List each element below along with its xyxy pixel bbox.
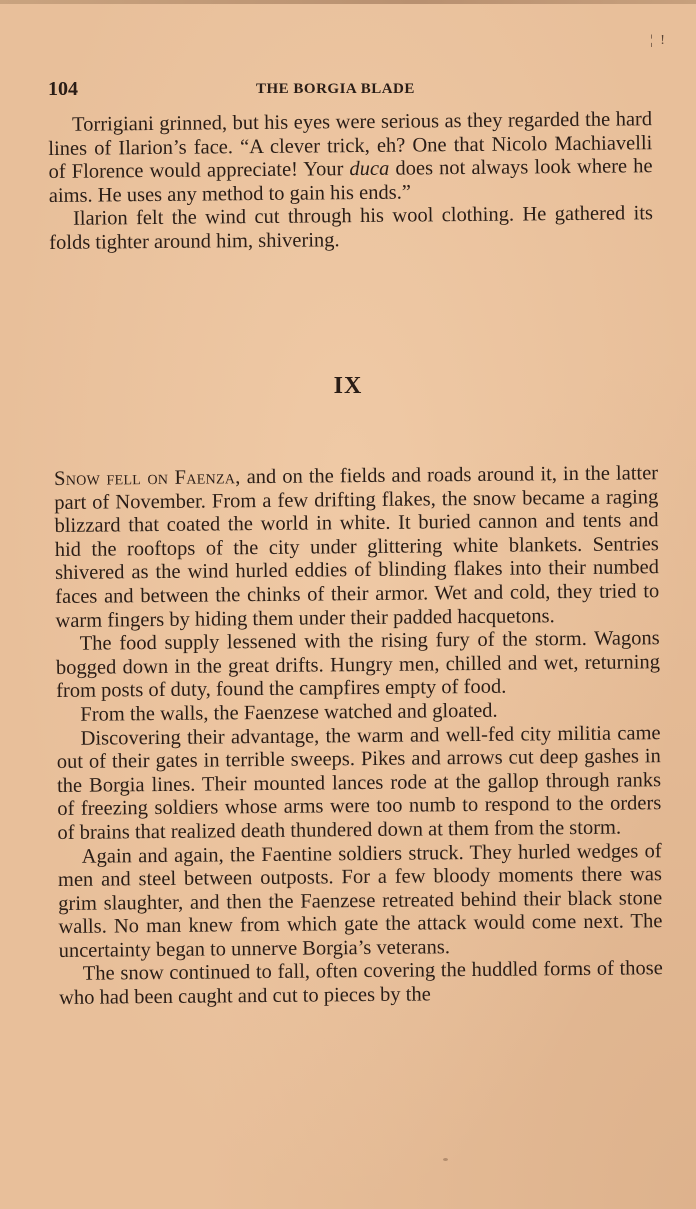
paragraph-again-and-again: Again and again, the Faentine soldiers struck. They hurled wedges of men and steel between outposts. For a few bloody moments there was grim slaughter, and then the Faenzese retreated behind their black stone walls. No man knew from which gate the attack would come next. The uncertainty began to unnerve Borgia’s veterans. [57,839,663,962]
paragraph-from-the-walls: From the walls, the Faenzese watched and gloated. [80,699,498,726]
paragraph-snow-fell [54,462,660,633]
page-number: 104 [48,78,78,100]
paragraph-snow-continued: The snow continued to fall, often covering the huddled forms of those who had been caught and cut to pieces by the [58,957,663,1010]
paper-smudge [443,1158,448,1161]
corner-mark: ¦ ! [650,33,667,48]
running-head [48,78,648,102]
running-title: THE BORGIA BLADE [256,81,415,97]
chapter-text-block [54,462,663,1010]
paragraph-torrigiani [48,108,653,208]
chapter-lead-in: Snow fell on Faenza, [54,466,241,490]
paragraph-snow-fell-text: and on the fields and roads around it, in the latter part of November. From a few drifting flakes, the snow became a raging blizzard that coated the world in white. It buried cannon and tents and hid the rooftops of the city under glittering white blankets. Sentries shivered as the wind hurled eddies of blinding flakes into their numbed faces and between the chinks of their armor. Wet and cold, they tried to warm fingers by hiding them under their padded hacquetons. [54,462,660,632]
italic-word-duca: duca [349,157,390,181]
paragraph-ilarion: Ilarion felt the wind cut through his wool clothing. He gathered its folds tighter around him, shivering. [49,202,654,254]
paragraph-food-supply: The food supply lessened with the rising fury of the storm. Wagons bogged down in the great drifts. Hungry men, chilled and wet, returning from posts of duty, found the campfires empty of food. [55,627,660,703]
paragraph-discovering: Discovering their advantage, the warm and well-fed city militia came out of their gates in terrible sweeps. Pikes and arrows cut deep gashes in the Borgia lines. Their mounted lances rode at the gallop through ranks of freezing soldiers whose arms were too numb to respond to the orders of brains that realized death thundered down at them from the storm. [56,721,662,844]
paragraph-torrigiani-text: Torrigiani grinned, but his eyes were serious as they regarded the hard lines of Ilarion’s face. “A clever trick, eh? One that Nicolo Machiavelli of Florence would appreciate! Your duca does not always look where he aims. He uses any method to gain his ends.” [48,108,653,207]
chapter-number: IX [333,373,363,399]
top-text-block [48,108,653,255]
page-top-edge [0,0,696,4]
